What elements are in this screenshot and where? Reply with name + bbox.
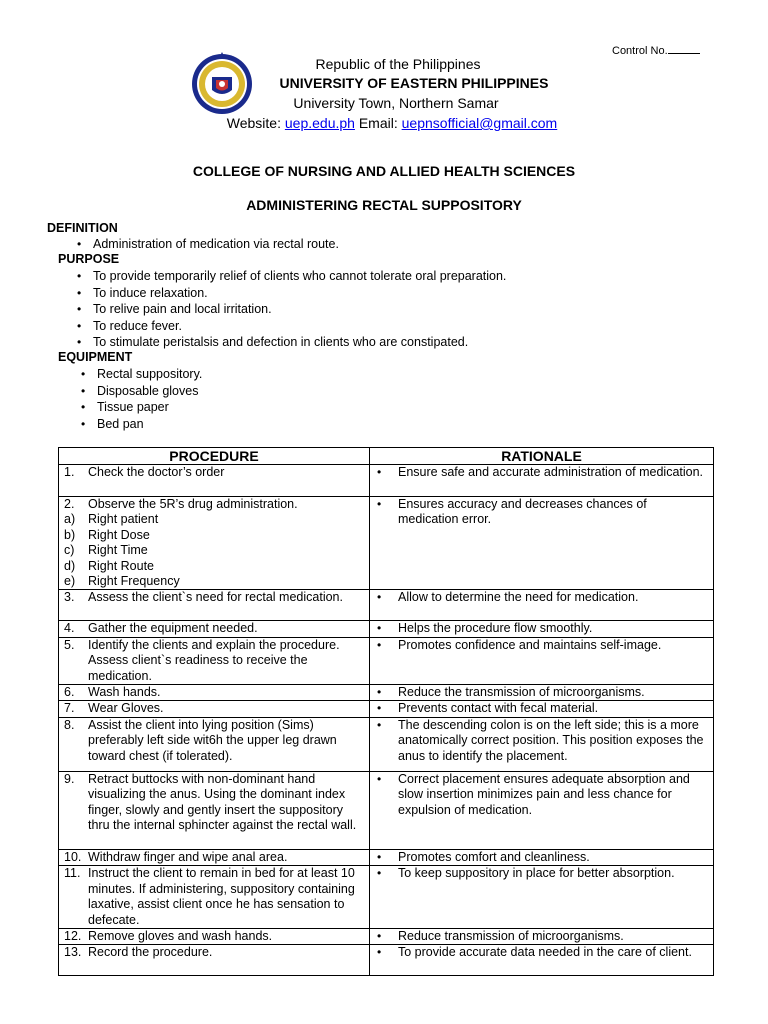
email-link[interactable]: uepnsofficial@gmail.com: [401, 115, 558, 131]
table-row: [59, 590, 714, 621]
bullet-icon: •: [377, 849, 382, 864]
table-row: [59, 717, 714, 771]
rationale-cell: [370, 928, 714, 944]
university-address: University Town, Northern Samar: [293, 95, 499, 111]
procedure-cell: [59, 771, 370, 849]
step-text: Observe the 5R’s drug administration.: [88, 497, 298, 511]
list-item: • To induce relaxation.: [69, 285, 506, 302]
procedure-step: [59, 850, 369, 865]
bullet-icon: •: [377, 590, 382, 605]
rationale-cell: [370, 717, 714, 771]
procedure-step: [59, 621, 369, 636]
rationale-text: Helps the procedure flow smoothly.: [398, 621, 593, 636]
list-item: • To reduce fever.: [69, 318, 506, 335]
rationale-item: [370, 465, 713, 480]
sub-step-letter: b): [64, 527, 76, 542]
procedure-step: [59, 685, 369, 700]
step-text: Record the procedure.: [88, 945, 213, 960]
step-number: 2.: [64, 497, 75, 511]
list-item: • Disposable gloves: [73, 383, 202, 400]
rationale-text: The descending colon is on the left side; this is a more anatomically correct position. This position exposes the anus to identify the placement.: [398, 717, 704, 763]
rationale-text: Allow to determine the need for medication.: [398, 590, 639, 605]
step-text: Instruct the client to remain in bed for at least 10 minutes. If administering, suppository containing laxative, assist client once he has sensation to defecate.: [88, 866, 355, 927]
bullet-icon: •: [377, 928, 382, 943]
procedure-table: [58, 447, 714, 976]
website-link[interactable]: uep.edu.ph: [284, 115, 355, 131]
bullet-icon: •: [377, 717, 382, 732]
bullet-icon: •: [377, 866, 382, 881]
step-text: Remove gloves and wash hands.: [88, 928, 273, 943]
rationale-item: [370, 621, 713, 636]
step-number: 3.: [64, 590, 75, 605]
rationale-item: [370, 685, 713, 700]
table-row: [59, 866, 714, 929]
procedure-step: [59, 638, 369, 684]
bullet-icon: •: [377, 945, 382, 960]
procedure-cell: [59, 685, 370, 701]
procedure-cell: [59, 849, 370, 865]
bullet-icon: •: [377, 637, 382, 652]
step-text: Check the doctor’s order: [88, 465, 225, 479]
step-number: 4.: [64, 621, 75, 636]
rationale-cell: [370, 590, 714, 621]
sub-step-letter: d): [64, 558, 76, 573]
table-row: [59, 928, 714, 944]
rationale-text: Ensure safe and accurate administration of medication.: [398, 465, 704, 479]
bullet-icon: •: [377, 771, 382, 786]
procedure-table-body: [59, 465, 714, 976]
list-item: • Rectal suppository.: [73, 366, 202, 383]
step-number: 11.: [64, 866, 81, 881]
procedure-step: [59, 465, 369, 480]
procedure-step: [59, 945, 369, 960]
step-text: Identify the clients and explain the procedure. Assess client`s readiness to receive the medication.: [88, 637, 340, 683]
rationale-item: [370, 850, 713, 865]
procedure-step: [59, 497, 369, 512]
step-text: Assess the client`s need for rectal medication.: [88, 590, 343, 605]
rationale-item: [370, 701, 713, 716]
step-text: Wash hands.: [88, 685, 161, 700]
procedure-cell: [59, 637, 370, 684]
step-number: 1.: [64, 465, 75, 479]
rationale-text: Reduce the transmission of microorganisms.: [398, 685, 645, 700]
rationale-cell: [370, 465, 714, 497]
rationale-text: Prevents contact with fecal material.: [398, 701, 599, 716]
document-title: ADMINISTERING RECTAL SUPPOSITORY: [246, 197, 522, 213]
step-text: Withdraw finger and wipe anal area.: [88, 849, 288, 864]
rationale-text: Ensures accuracy and decreases chances of medication error.: [398, 497, 647, 527]
rationale-cell: [370, 849, 714, 865]
website-label: Website:: [226, 115, 281, 131]
table-row: [59, 465, 714, 497]
rationale-cell: [370, 497, 714, 590]
procedure-cell: [59, 590, 370, 621]
procedure-step: [59, 590, 369, 605]
table-row: [59, 945, 714, 976]
list-item: • Administration of medication via rectal route.: [69, 236, 339, 253]
rationale-text: Promotes confidence and maintains self-image.: [398, 637, 662, 652]
procedure-cell: [59, 717, 370, 771]
step-number: 13.: [64, 945, 82, 960]
table-row: [59, 849, 714, 865]
control-number-label: Control No.: [612, 45, 668, 57]
step-number: 5.: [64, 637, 75, 652]
step-text: Wear Gloves.: [88, 701, 164, 716]
procedure-cell: [59, 945, 370, 976]
step-number: 12.: [64, 928, 82, 943]
table-header-row: [59, 448, 714, 465]
bullet-icon: •: [377, 621, 382, 636]
rationale-item: [370, 590, 713, 605]
purpose-heading: PURPOSE: [58, 252, 120, 266]
step-number: 7.: [64, 701, 75, 716]
list-item: • Tissue paper: [73, 399, 202, 416]
sub-step: [59, 559, 369, 574]
rationale-text: Correct placement ensures adequate absorption and slow insertion minimizes pain and less chance for expulsion of medication.: [398, 771, 690, 817]
table-row: [59, 701, 714, 717]
table-row: [59, 685, 714, 701]
rationale-cell: [370, 701, 714, 717]
bullet-icon: •: [377, 685, 382, 700]
sub-step-text: Right patient: [88, 512, 159, 527]
rationale-item: [370, 718, 713, 764]
sub-step-letter: a): [64, 512, 76, 527]
list-item: • To stimulate peristalsis and defection in clients who are constipated.: [69, 334, 506, 351]
equipment-heading: EQUIPMENT: [58, 350, 133, 364]
rationale-text: To keep suppository in place for better absorption.: [398, 866, 675, 881]
bullet-icon: •: [377, 701, 382, 716]
procedure-cell: [59, 701, 370, 717]
sub-step: [59, 574, 369, 589]
rationale-cell: [370, 621, 714, 637]
definition-heading: DEFINITION: [47, 221, 118, 235]
table-row: [59, 621, 714, 637]
rationale-cell: [370, 637, 714, 684]
procedure-step: [59, 701, 369, 716]
procedure-cell: [59, 928, 370, 944]
rationale-item: [370, 929, 713, 944]
sub-step-letter: c): [64, 543, 75, 558]
procedure-cell: [59, 465, 370, 497]
definition-list: [69, 236, 339, 253]
contact-line: [8, 115, 768, 131]
list-item: • To relive pain and local irritation.: [69, 301, 506, 318]
university-name: UNIVERSITY OF EASTERN PHILIPPINES: [279, 75, 549, 91]
table-row: [59, 771, 714, 849]
procedure-step: [59, 772, 369, 834]
sub-step-text: Right Time: [88, 543, 148, 558]
sub-step: [59, 528, 369, 543]
step-text: Gather the equipment needed.: [88, 621, 258, 636]
sub-step: [59, 543, 369, 558]
control-number: [612, 43, 700, 57]
rationale-item: [370, 945, 713, 960]
rationale-cell: [370, 771, 714, 849]
rationale-cell: [370, 945, 714, 976]
sub-step-letter: e): [64, 574, 76, 589]
rationale-cell: [370, 866, 714, 929]
procedure-step: [59, 866, 369, 928]
step-number: 8.: [64, 717, 75, 732]
rationale-text: Reduce transmission of microorganisms.: [398, 928, 624, 943]
step-text: Assist the client into lying position (Sims) preferably left side wit6h the upper leg drawn toward chest (if tolerated).: [88, 717, 337, 763]
list-item: • To provide temporarily relief of clients who cannot tolerate oral preparation.: [69, 268, 506, 285]
procedure-step: [59, 718, 369, 764]
procedure-cell: [59, 497, 370, 590]
control-number-blank: [668, 43, 700, 54]
procedure-cell: [59, 621, 370, 637]
purpose-list: [69, 268, 506, 351]
rationale-item: [370, 772, 713, 818]
email-label: Email:: [358, 115, 398, 131]
procedure-column-header: PROCEDURE: [59, 448, 370, 465]
step-text: Retract buttocks with non-dominant hand visualizing the anus. Using the dominant index finger, slowly and gently insert the suppository thru the internal sphincter against the rectal wall.: [88, 771, 357, 833]
rationale-item: [370, 638, 713, 653]
republic-line: Republic of the Philippines: [315, 56, 481, 72]
rationale-text: Promotes comfort and cleanliness.: [398, 849, 590, 864]
rationale-item: [370, 866, 713, 881]
rationale-column-header: RATIONALE: [370, 448, 714, 465]
step-number: 10.: [64, 849, 82, 864]
bullet-icon: •: [377, 465, 382, 479]
step-number: 6.: [64, 685, 75, 700]
sub-step-text: Right Route: [88, 558, 155, 573]
rationale-cell: [370, 685, 714, 701]
table-row: [59, 637, 714, 684]
sub-step-text: Right Dose: [88, 527, 150, 542]
equipment-list: [73, 366, 202, 432]
procedure-step: [59, 929, 369, 944]
procedure-cell: [59, 866, 370, 929]
sub-step-text: Right Frequency: [88, 574, 180, 589]
list-item: • Bed pan: [73, 416, 202, 433]
rationale-text: To provide accurate data needed in the care of client.: [398, 945, 692, 960]
college-name: COLLEGE OF NURSING AND ALLIED HEALTH SCIENCES: [192, 163, 576, 179]
table-row: [59, 497, 714, 590]
rationale-item: [370, 497, 713, 528]
step-number: 9.: [64, 771, 75, 786]
bullet-icon: •: [377, 497, 382, 511]
sub-step: [59, 512, 369, 527]
